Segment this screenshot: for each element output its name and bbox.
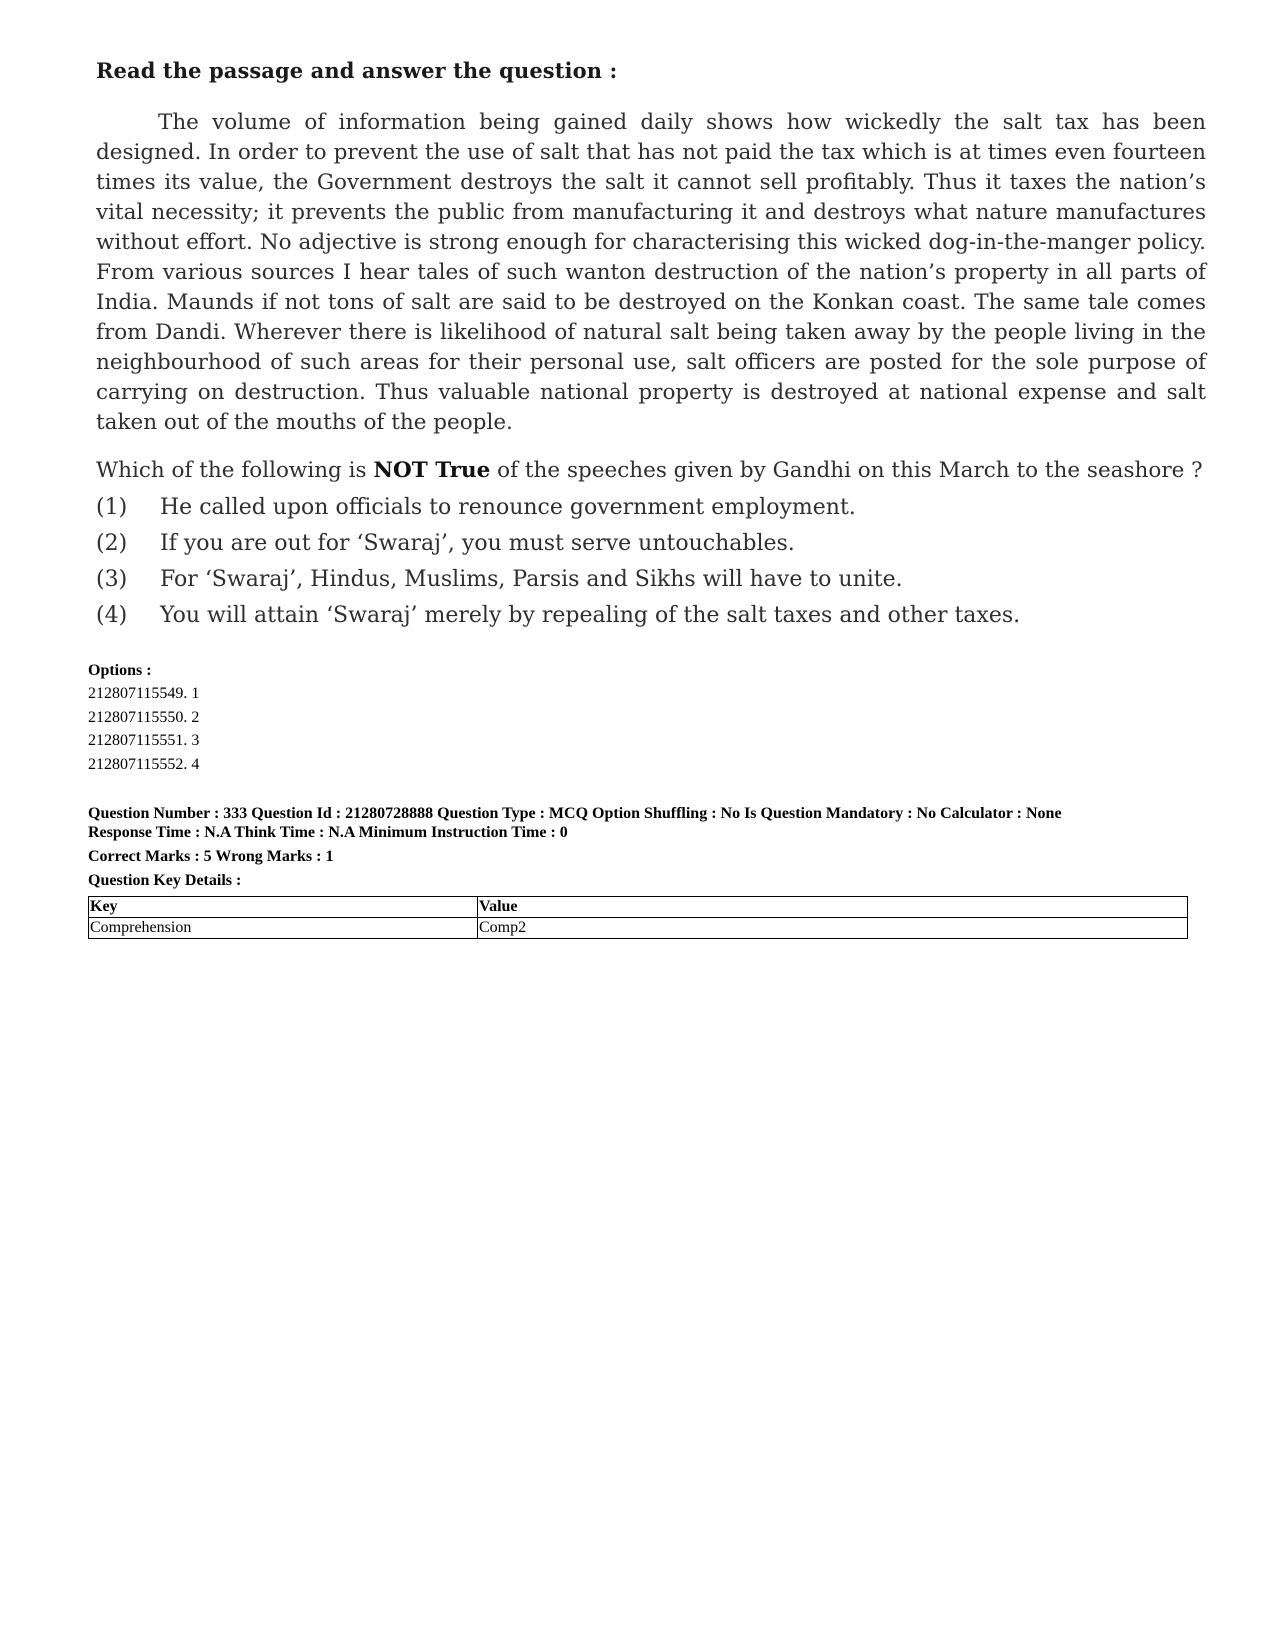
table-cell-value: Comp2 (478, 918, 1188, 939)
option-item: 212807115552. 4 (88, 755, 200, 773)
option-item: 212807115549. 1 (88, 685, 200, 702)
key-details-table (88, 896, 1188, 939)
choice-item (96, 598, 1206, 634)
scanned-question-image (96, 58, 1206, 634)
choice-text: You will attain ‘Swaraj’ merely by repealing of the salt taxes and other taxes. (160, 603, 1021, 628)
choice-text: If you are out for ‘Swaraj’, you must serve untouchables. (160, 531, 795, 556)
key-details-title: Question Key Details : (88, 872, 242, 889)
passage-heading: Read the passage and answer the question : (96, 58, 618, 83)
table-row (89, 918, 1188, 939)
choice-text: He called upon officials to renounce government employment. (160, 495, 856, 520)
question-prefix: Which of the following is (96, 458, 374, 483)
choice-item (96, 562, 1206, 598)
options-title: Options : (88, 662, 152, 679)
table-header-row (89, 897, 1188, 918)
table-header-key: Key (89, 897, 478, 918)
question-details-line-2: Response Time : N.A Think Time : N.A Minimum Instruction Time : 0 (88, 824, 568, 841)
table-header-value: Value (478, 897, 1188, 918)
table-cell-key: Comprehension (89, 918, 478, 939)
question-details-line-1: Question Number : 333 Question Id : 21280728888 Question Type : MCQ Option Shuffling : No Is Question Mandatory : No Calculator : None (88, 805, 1062, 822)
choice-number: (4) (96, 603, 128, 628)
choice-number: (1) (96, 495, 128, 520)
choice-number: (3) (96, 567, 128, 592)
question-suffix: of the speeches given by Gandhi on this March to the seashore ? (490, 458, 1203, 483)
question-text (96, 456, 1206, 486)
question-details (88, 804, 1188, 842)
choice-item (96, 526, 1206, 562)
choice-item (96, 490, 1206, 526)
question-metadata (88, 660, 1188, 939)
choice-text: For ‘Swaraj’, Hindus, Muslims, Parsis and Sikhs will have to unite. (160, 567, 903, 592)
marks-line: Correct Marks : 5 Wrong Marks : 1 (88, 848, 334, 865)
option-item: 212807115550. 2 (88, 708, 200, 726)
question-emphasis: NOT True (373, 458, 491, 483)
choice-number: (2) (96, 531, 128, 556)
option-item: 212807115551. 3 (88, 732, 200, 749)
passage-text: The volume of information being gained daily shows how wickedly the salt tax has been designed. In order to prevent the use of salt that has not paid the tax which is at times even fourteen times its value, the Government destroys the salt it cannot sell profitably. Thus it taxes the nation’s vital necessity; it prevents the public from manufacturing it and destroys what nature manufactures without effort. No adjective is strong enough for characterising this wicked dog-in-the-manger policy. From various sources I hear tales of such wanton destruction of the nation’s property in all parts of India. Maunds if not tons of salt are said to be destroyed on the Konkan coast. The same tale comes from Dandi. Wherever there is likelihood of natural salt being taken away by the people living in the neighbourhood of such areas for their personal use, salt officers are posted for the sole purpose of carrying on destruction. Thus valuable national property is destroyed at national expense and salt taken out of the mouths of the people. (96, 110, 1206, 435)
